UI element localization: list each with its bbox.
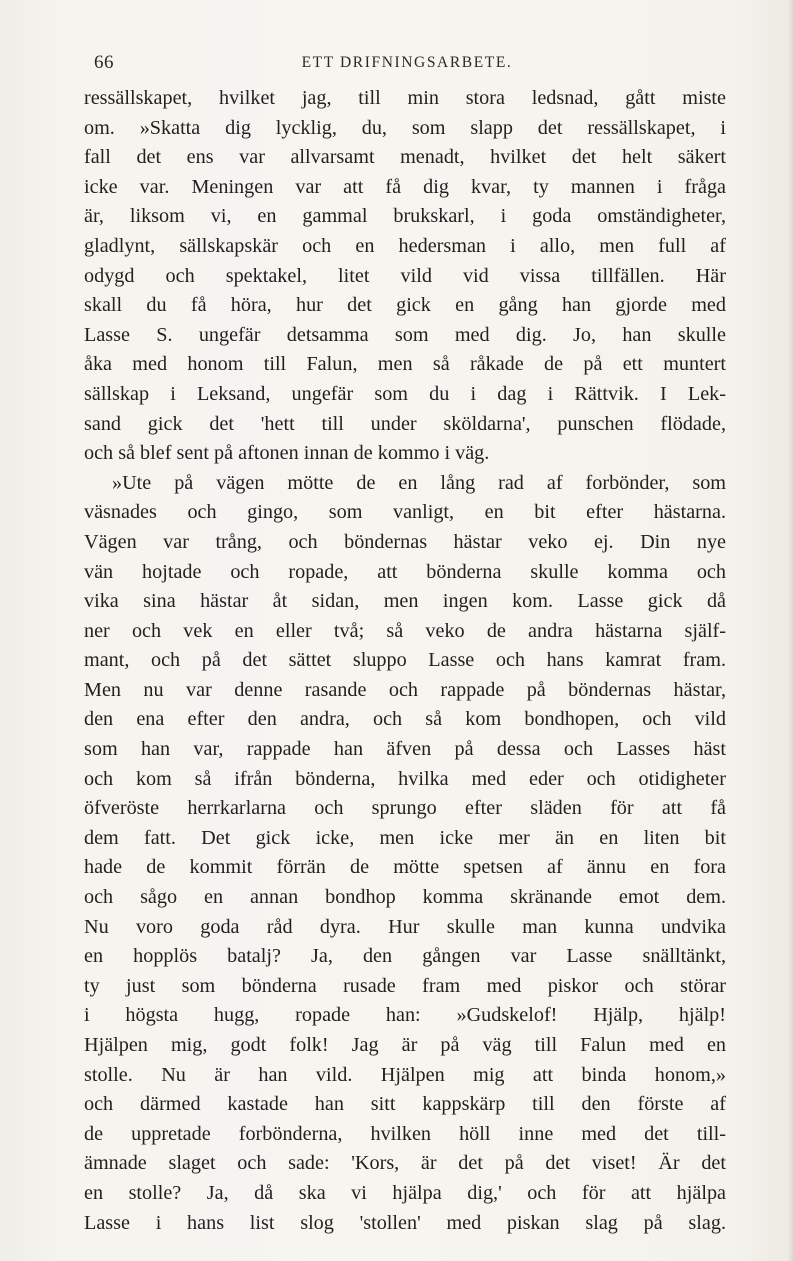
text-line: vän hojtade och ropade, att bönderna skulle komma och: [84, 560, 726, 583]
text-line: dem fatt. Det gick icke, men icke mer än en liten bit: [84, 826, 726, 849]
text-line: och därmed kastade han sitt kappskärp till den förste af: [84, 1093, 726, 1116]
text-line: om. »Skatta dig lycklig, du, som slapp det ressällskapet, i: [84, 116, 726, 139]
text-line: fall det ens var allvarsamt menadt, hvilket det helt säkert: [84, 146, 726, 169]
text-line: mant, och på det sättet sluppo Lasse och hans kamrat fram.: [84, 649, 726, 672]
running-head: ETT DRIFNINGSARBETE.: [301, 54, 513, 71]
text-line: stolle. Nu är han vild. Hjälpen mig att binda honom,»: [84, 1063, 726, 1086]
text-line: sällskap i Leksand, ungefär som du i dag i Rättvik. I Lek-: [84, 382, 726, 405]
text-line: och sågo en annan bondhop komma skränande emot dem.: [84, 886, 726, 909]
text-line: en hopplös batalj? Ja, den gången var Lasse snälltänkt,: [84, 945, 726, 968]
text-line: Lasse S. ungefär detsamma som med dig. Jo, han skulle: [84, 323, 726, 346]
text-line-paragraph-start: »Ute på vägen mötte de en lång rad af forbönder, som: [112, 471, 726, 494]
text-line: hade de kommit förrän de mötte spetsen af ännu en fora: [84, 856, 726, 879]
text-line: en stolle? Ja, då ska vi hjälpa dig,' och för att hjälpa: [84, 1181, 726, 1204]
text-line: ressällskapet, hvilket jag, till min stora ledsnad, gått miste: [84, 87, 726, 109]
text-line: skall du få höra, hur det gick en gång han gjorde med: [84, 294, 726, 317]
text-line: vika sina hästar åt sidan, men ingen kom. Lasse gick då: [84, 590, 726, 613]
text-line-paragraph-end: och så blef sent på aftonen innan de kommo i väg.: [84, 442, 490, 465]
text-line: ner och vek en eller två; så veko de andra hästarna själf-: [84, 619, 726, 642]
text-line-last: Lasse i hans list slog 'stollen' med piskan slag på slag.: [84, 1211, 726, 1234]
text-line: i högsta hugg, ropade han: »Gudskelof! Hjälp, hjälp!: [84, 1004, 726, 1027]
text-line: gladlynt, sällskapskär och en hedersman i allo, men full af: [84, 234, 726, 257]
page-number: 66: [94, 52, 114, 73]
text-line: väsnades och gingo, som vanligt, en bit efter hästarna.: [84, 501, 726, 524]
text-line: ämnade slaget och sade: 'Kors, är det på det viset! Är det: [84, 1152, 726, 1175]
page-edge-shadow: [788, 0, 794, 1261]
text-line: Hjälpen mig, godt folk! Jag är på väg till Falun med en: [84, 1034, 726, 1056]
text-line: och kom så ifrån bönderna, hvilka med eder och otidigheter: [84, 767, 726, 790]
text-line: Nu voro goda råd dyra. Hur skulle man kunna undvika: [84, 915, 726, 938]
text-line: öfveröste herrkarlarna och sprungo efter släden för att få: [84, 797, 726, 820]
text-line: de uppretade forbönderna, hvilken höll inne med det till-: [84, 1122, 726, 1145]
text-line: Vägen var trång, och böndernas hästar veko ej. Din nye: [84, 530, 726, 553]
text-line: ty just som bönderna rusade fram med piskor och störar: [84, 974, 726, 997]
text-line: sand gick det 'hett till under sköldarna', punschen flödade,: [84, 412, 726, 435]
text-line: odygd och spektakel, litet vild vid vissa tillfällen. Här: [84, 264, 726, 287]
text-line: är, liksom vi, en gammal brukskarl, i goda omständigheter,: [84, 205, 726, 228]
text-line: icke var. Meningen var att få dig kvar, ty mannen i fråga: [84, 175, 726, 198]
text-line: åka med honom till Falun, men så råkade de på ett muntert: [84, 353, 726, 376]
text-line: som han var, rappade han äfven på dessa och Lasses häst: [84, 738, 726, 761]
body-text: [84, 84, 726, 1238]
text-line: den ena efter den andra, och så kom bondhopen, och vild: [84, 708, 726, 731]
page-header: [94, 52, 720, 78]
text-line: Men nu var denne rasande och rappade på böndernas hästar,: [84, 678, 726, 701]
